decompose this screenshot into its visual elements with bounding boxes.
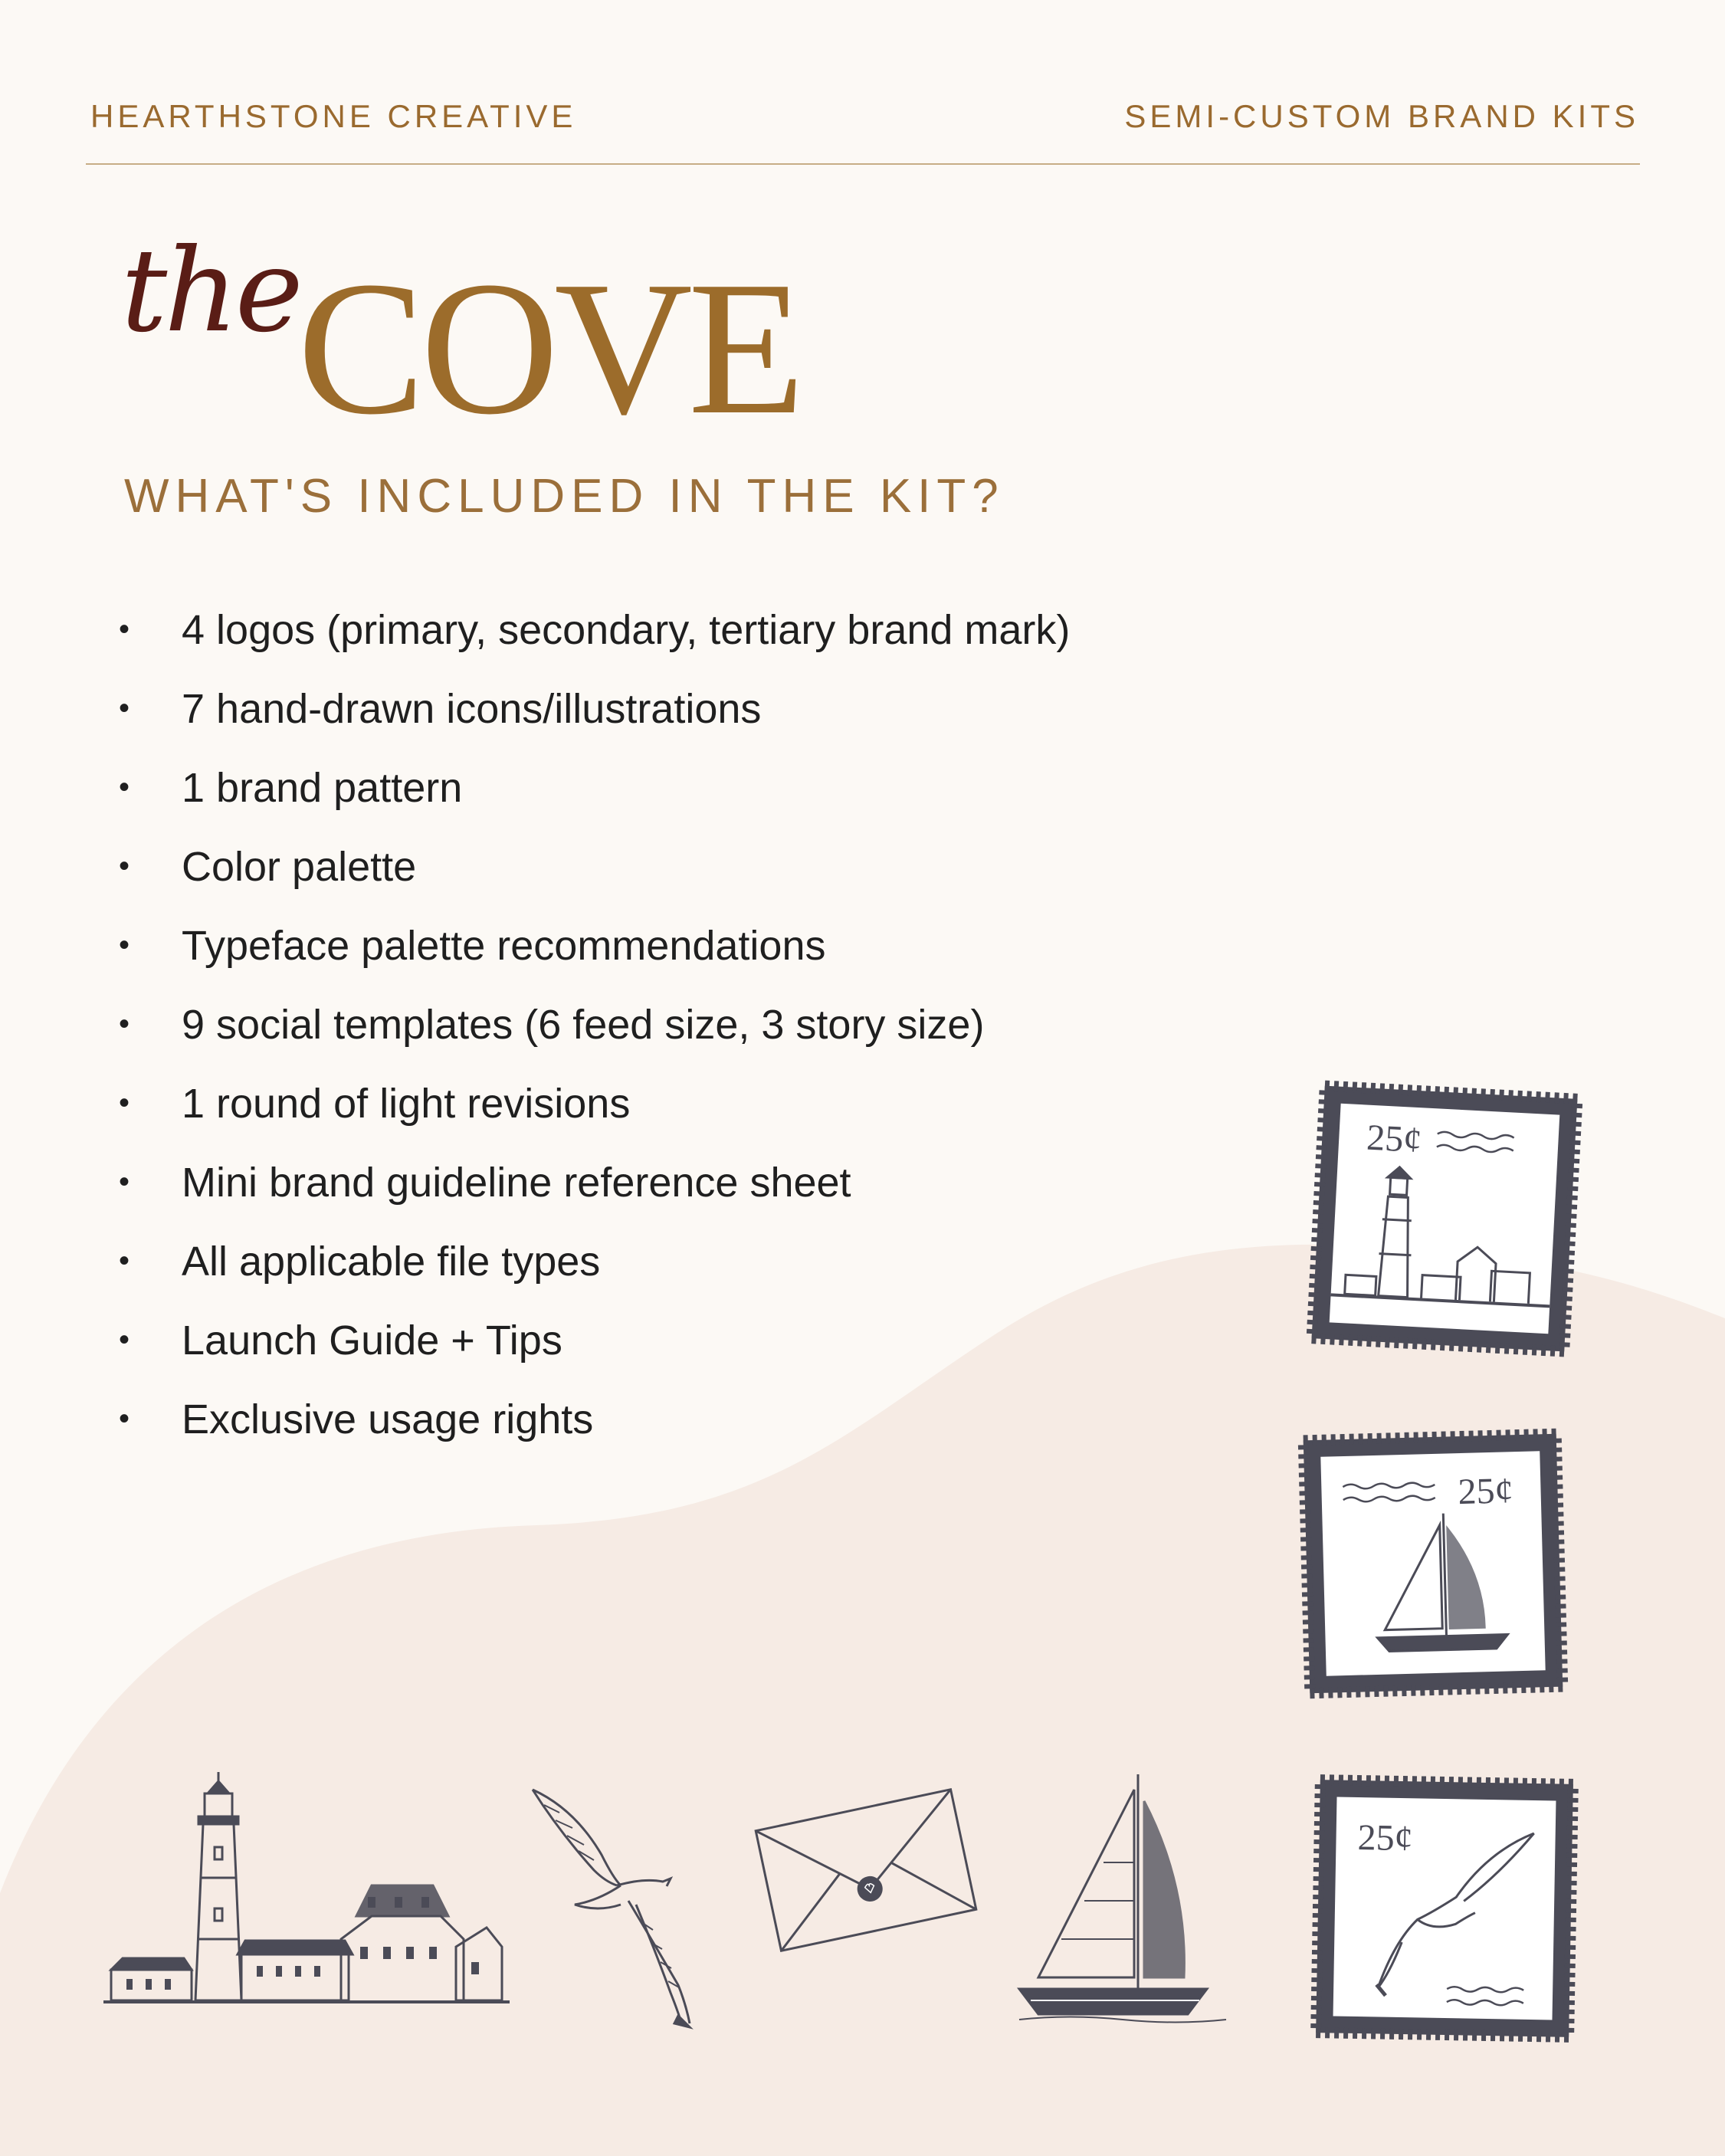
kit-item-label: 9 social templates (6 feed size, 3 story size)	[182, 1001, 985, 1048]
bullet-icon: •	[119, 849, 130, 883]
stamp-value: 25¢	[1357, 1817, 1414, 1859]
bullet-icon: •	[119, 691, 130, 725]
seagull-icon	[529, 1786, 705, 2031]
kit-item	[119, 1222, 1070, 1301]
bullet-icon: •	[119, 928, 130, 962]
kit-item	[119, 1301, 1070, 1380]
lighthouse-icon	[103, 1763, 510, 2016]
bullet-icon: •	[119, 612, 130, 646]
sailboat-icon	[1015, 1770, 1230, 2023]
section-subtitle: WHAT'S INCLUDED IN THE KIT?	[124, 470, 1005, 523]
kit-item	[119, 906, 1070, 985]
kit-item	[119, 669, 1070, 748]
stamp-value: 25¢	[1366, 1117, 1423, 1161]
kit-item-label: Color palette	[182, 843, 417, 890]
kit-item	[119, 748, 1070, 827]
bullet-icon: •	[119, 1086, 130, 1120]
kit-item-label: 7 hand-drawn icons/illustrations	[182, 685, 762, 732]
stamp-lighthouse	[1303, 1077, 1586, 1360]
kit-item	[119, 1064, 1070, 1143]
kit-item-label: Mini brand guideline reference sheet	[182, 1159, 851, 1206]
kit-item	[119, 590, 1070, 669]
brand-name: HEARTHSTONE CREATIVE	[90, 98, 577, 134]
envelope-icon	[751, 1778, 981, 1962]
kit-item-label: 1 brand pattern	[182, 764, 463, 811]
header-divider	[86, 163, 1640, 165]
bullet-icon: •	[119, 1165, 130, 1199]
title-script-word: the	[121, 225, 300, 358]
kit-item	[119, 985, 1070, 1064]
kit-item	[119, 1380, 1070, 1459]
bullet-icon: •	[119, 1007, 130, 1041]
bullet-icon: •	[119, 770, 130, 804]
kit-category: SEMI-CUSTOM BRAND KITS	[1124, 98, 1639, 134]
bullet-icon: •	[119, 1323, 130, 1357]
stamp-value: 25¢	[1457, 1470, 1514, 1513]
kit-item-label: Exclusive usage rights	[182, 1396, 594, 1442]
bullet-icon: •	[119, 1402, 130, 1436]
title-main-word: COVE	[297, 242, 801, 454]
kit-item-label: 1 round of light revisions	[182, 1080, 631, 1127]
kit-item	[119, 827, 1070, 906]
kit-item	[119, 1143, 1070, 1222]
kit-item-label: All applicable file types	[182, 1238, 601, 1285]
kit-items-list	[119, 590, 1070, 1459]
kit-item-label: Typeface palette recommendations	[182, 922, 826, 969]
header	[90, 98, 1639, 135]
stamp-sailboat	[1291, 1422, 1575, 1705]
stamp-seagull	[1303, 1767, 1586, 2050]
bullet-icon: •	[119, 1244, 130, 1278]
kit-item-label: 4 logos (primary, secondary, tertiary brand mark)	[182, 606, 1071, 653]
kit-item-label: Launch Guide + Tips	[182, 1317, 562, 1363]
